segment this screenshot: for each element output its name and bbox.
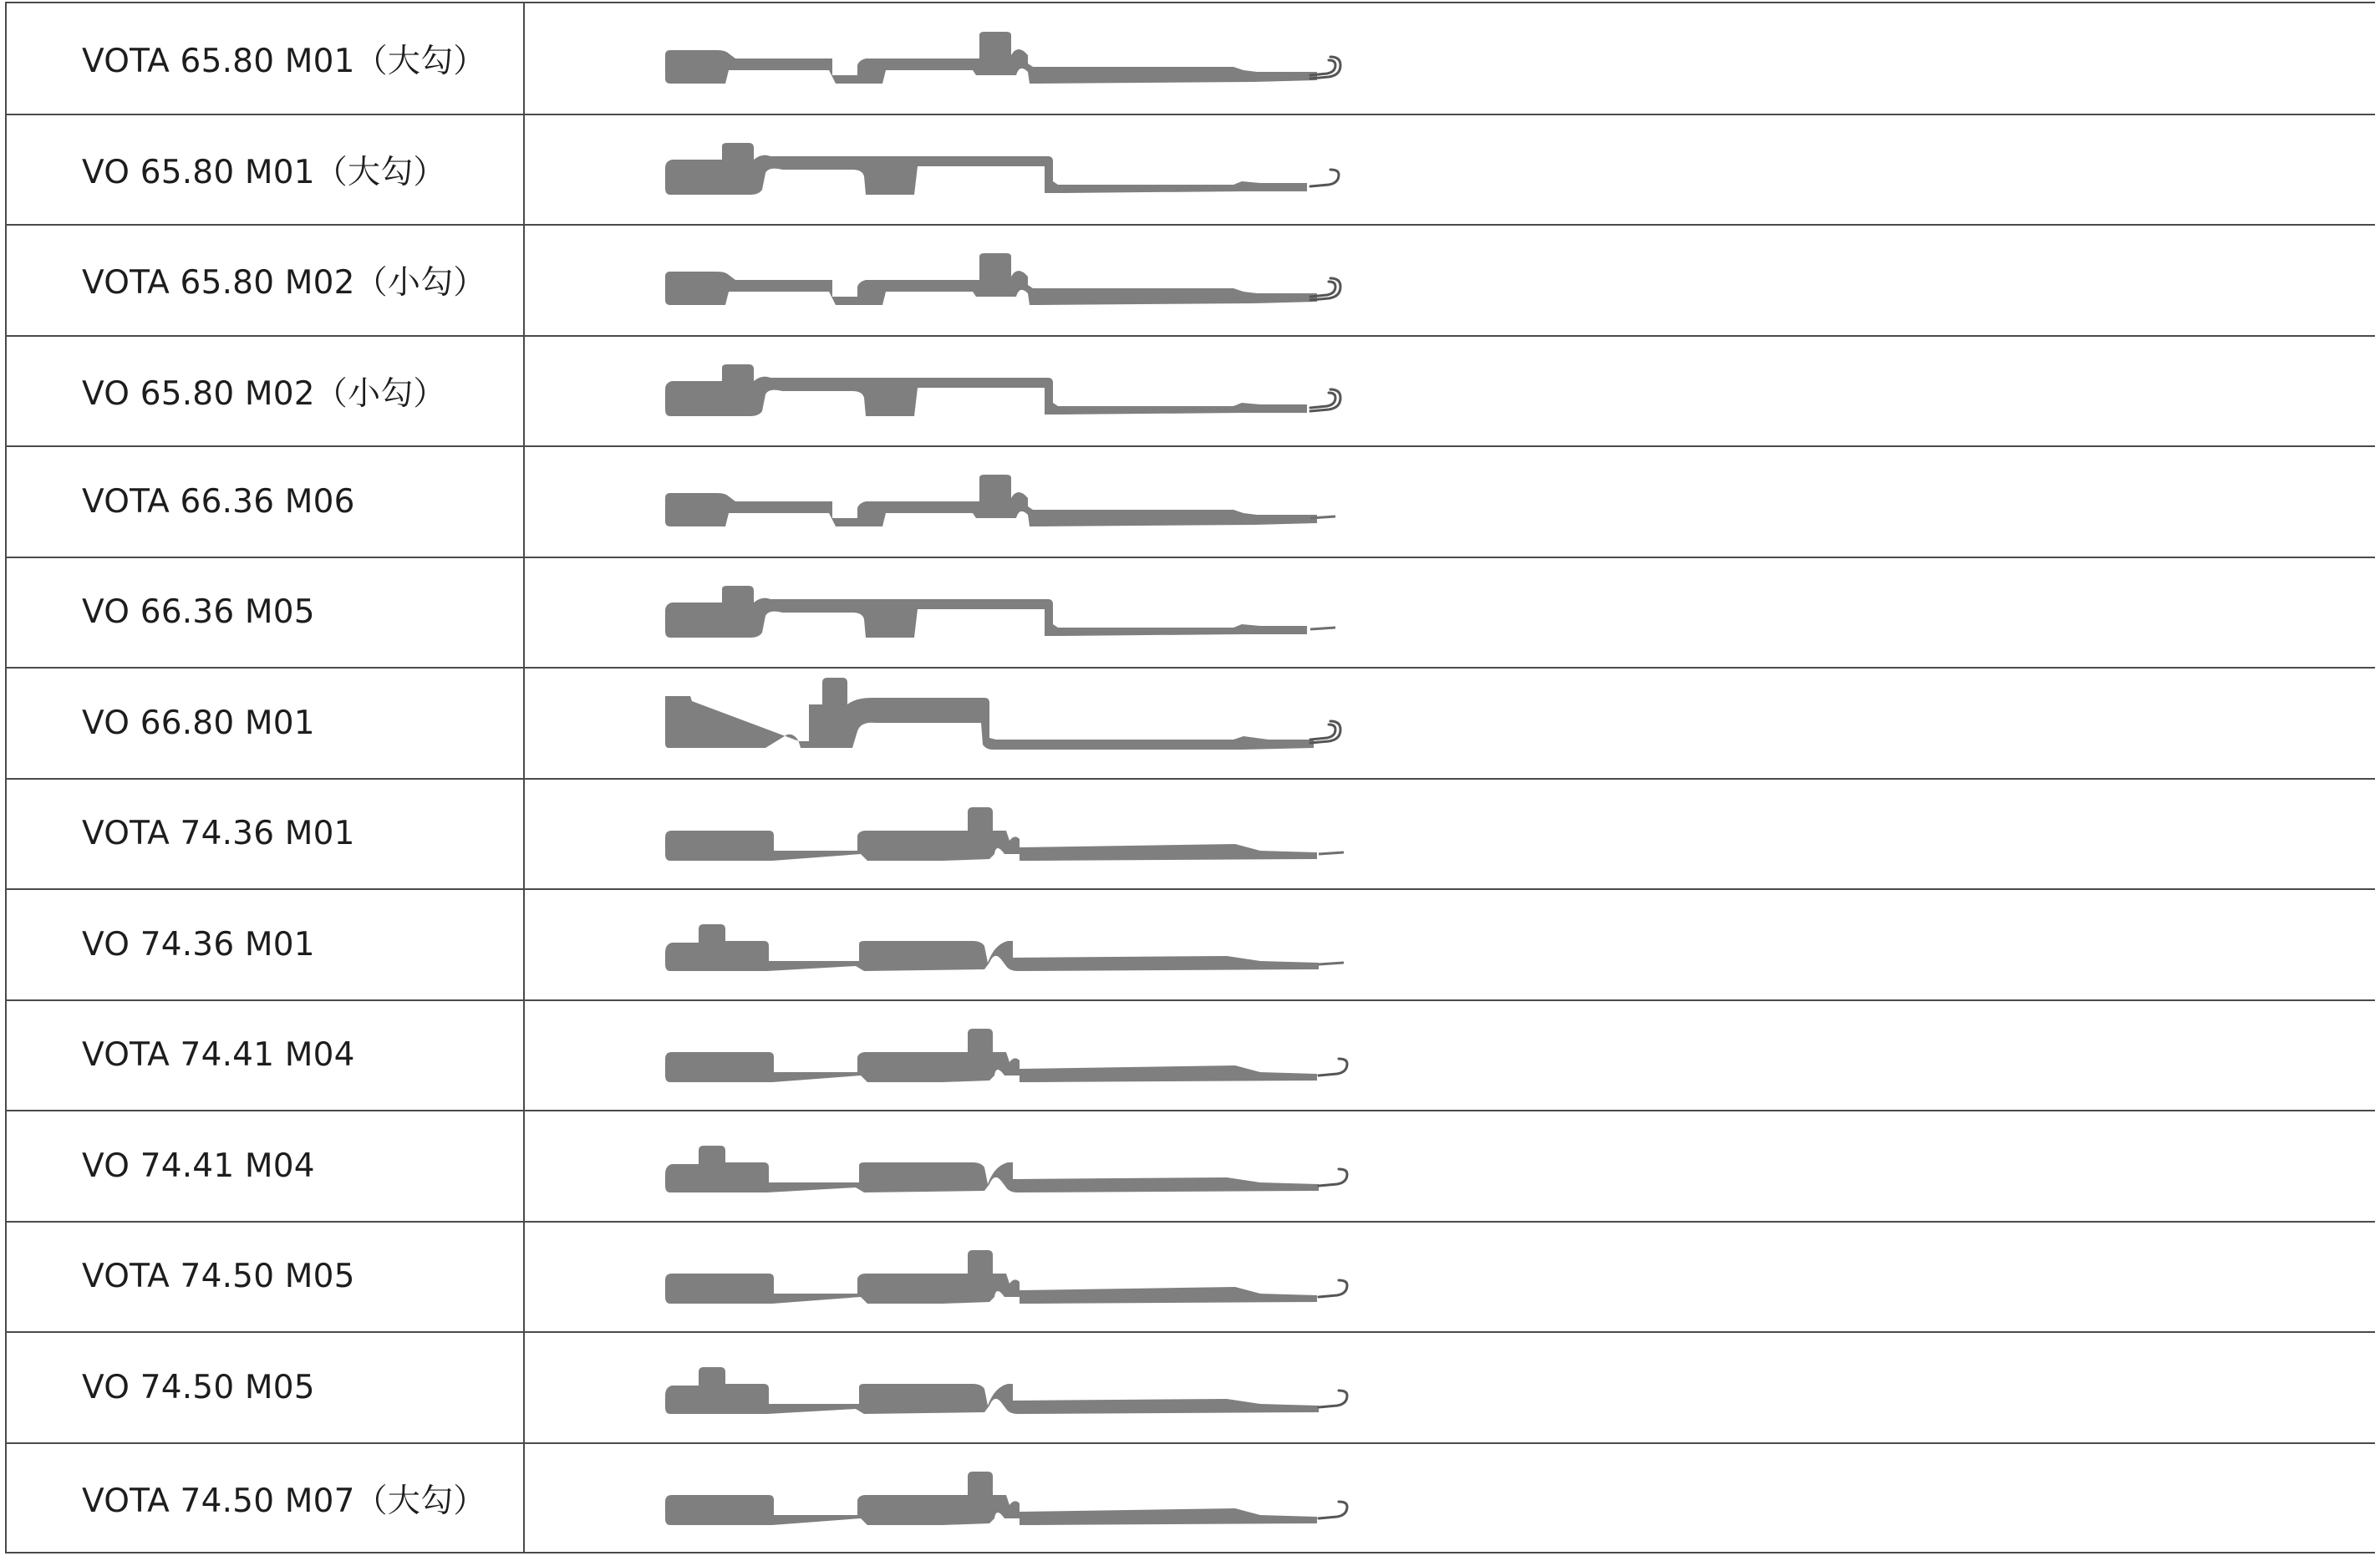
table-row	[7, 3, 2375, 114]
table-row	[7, 779, 2375, 890]
model-name: VOTA 65.80 M02（小勾）	[82, 264, 486, 303]
table-row	[7, 1443, 2375, 1554]
model-name: VOTA 74.41 M04	[82, 1036, 355, 1075]
needle-illustration	[659, 668, 1494, 778]
needle-illustration	[659, 336, 1494, 446]
table-row	[7, 1222, 2375, 1333]
table-row	[7, 1000, 2375, 1111]
needle-illustration	[659, 446, 1494, 557]
model-name: VOTA 65.80 M01（大勾）	[82, 43, 486, 81]
table-row	[7, 889, 2375, 1000]
needle-illustration	[659, 779, 1494, 889]
needle-illustration	[659, 1443, 1494, 1553]
needle-catalog-table	[5, 2, 2375, 1553]
model-name: VOTA 66.36 M06	[82, 482, 355, 521]
table-row	[7, 336, 2375, 447]
model-name: VO 74.41 M04	[82, 1147, 315, 1185]
needle-illustration	[659, 1222, 1494, 1332]
table-row	[7, 557, 2375, 669]
needle-illustration	[659, 1000, 1494, 1111]
table-row	[7, 114, 2375, 226]
model-name: VO 74.36 M01	[82, 925, 315, 964]
model-name: VO 66.80 M01	[82, 704, 315, 742]
model-name: VOTA 74.36 M01	[82, 815, 355, 853]
model-name: VO 65.80 M01（大勾）	[82, 153, 446, 191]
table-row	[7, 1332, 2375, 1443]
needle-illustration	[659, 225, 1494, 335]
model-name: VO 74.50 M05	[82, 1368, 315, 1406]
model-name: VOTA 74.50 M07（大勾）	[82, 1482, 486, 1520]
table-row	[7, 225, 2375, 336]
needle-illustration	[659, 1332, 1494, 1442]
model-name: VO 66.36 M05	[82, 593, 315, 632]
model-name: VO 65.80 M02（小勾）	[82, 374, 446, 413]
table-row	[7, 446, 2375, 557]
needle-illustration	[659, 889, 1494, 999]
needle-illustration	[659, 1111, 1494, 1221]
table-row	[7, 1111, 2375, 1222]
needle-illustration	[659, 3, 1494, 114]
needle-illustration	[659, 114, 1494, 225]
model-name: VOTA 74.50 M05	[82, 1258, 355, 1296]
table-row	[7, 668, 2375, 779]
needle-illustration	[659, 557, 1494, 668]
